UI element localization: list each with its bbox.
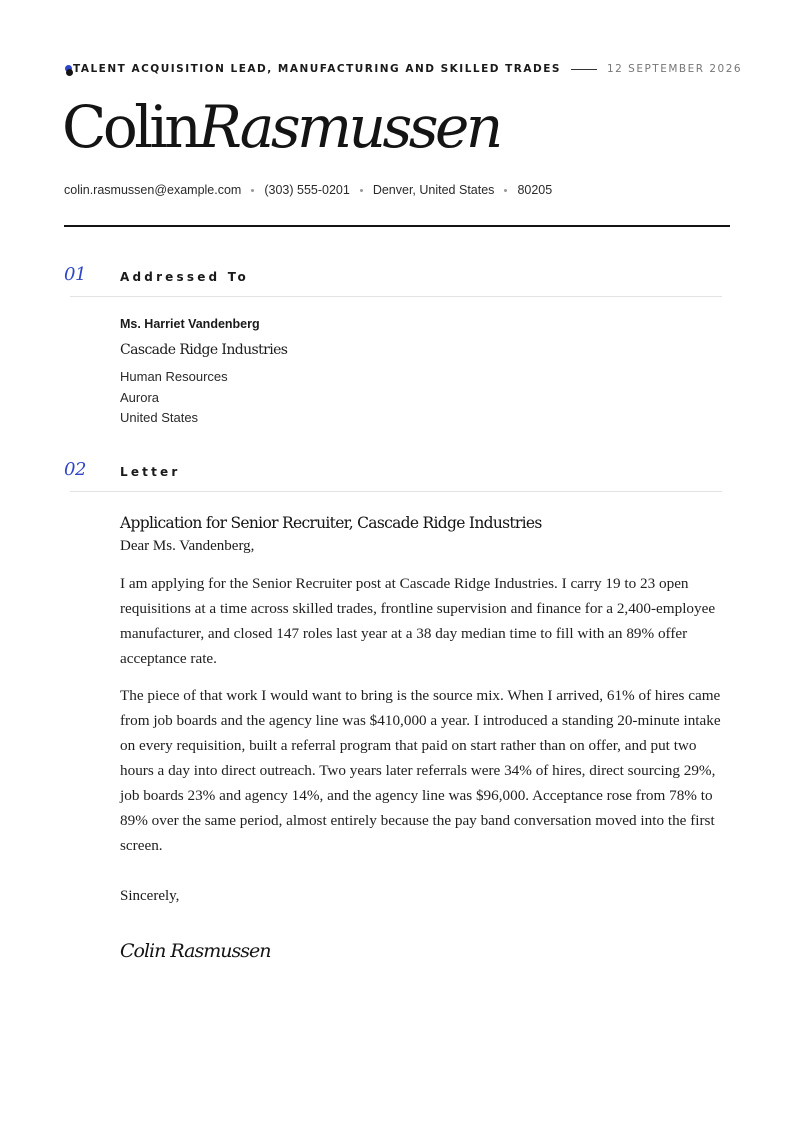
letter-paragraph: I am applying for the Senior Recruiter post at Cascade Ridge Industries. I carry 19 to 23 open requisitions at a time across skilled trades, frontline supervision and finance for a 2,400-employee manufacturer, and closed 147 roles last year at a 38 day median time to fill with an 89% offer acceptance rate.	[120, 575, 716, 667]
section-number-addressed: 01	[64, 264, 86, 285]
section-divider-letter	[70, 491, 722, 492]
letter-paragraph: The piece of that work I would want to bring is the source mix. When I arrived, 61% of hires came from job boards and the agency line was $410,000 a year. I introduced a standing 20-minute intake on every requisition, built a referral program that paid on start rather than on offer, and put two hours a day into direct outreach. Two years later referrals were 34% of hires, direct sourcing 29%, job boards 23% and agency 14%, and the agency line was $96,000. Acceptance rose from 78% to 89% over the same period, almost entirely because the pay band conversation moved into the first screen.	[120, 687, 721, 854]
header-topline	[64, 62, 743, 76]
letter-closing: Sincerely,	[120, 888, 180, 904]
recipient-company: Cascade Ridge Industries	[120, 342, 288, 358]
section-title-letter: Letter	[120, 465, 181, 479]
section-number-letter: 02	[64, 459, 86, 480]
first-name: Colin	[62, 93, 199, 161]
contact-line	[64, 183, 552, 197]
section-divider-addressed	[70, 296, 722, 297]
letter-salutation: Dear Ms. Vandenberg,	[120, 538, 255, 554]
letter-signature: Colin Rasmussen	[120, 940, 271, 962]
header-divider	[64, 225, 730, 227]
section-title-addressed: Addressed To	[120, 270, 249, 284]
recipient-address-line: Aurora	[120, 390, 160, 405]
letter-date: 12 SEPTEMBER 2026	[606, 63, 743, 75]
last-name: Rasmussen	[198, 93, 500, 161]
applicant-name	[62, 92, 500, 162]
contact-postal-code: 80205	[517, 183, 553, 197]
recipient-name: Ms. Harriet Vandenberg	[120, 317, 260, 331]
contact-separator	[360, 189, 363, 192]
job-title: TALENT ACQUISITION LEAD, MANUFACTURING AND SKILLED TRADES	[73, 63, 561, 75]
letter-subject: Application for Senior Recruiter, Cascade Ridge Industries	[120, 514, 542, 532]
recipient-address-line: Human Resources	[120, 369, 228, 384]
contact-phone[interactable]: (303) 555-0201	[264, 183, 350, 197]
contact-separator	[504, 189, 507, 192]
contact-location: Denver, United States	[372, 183, 495, 197]
contact-email[interactable]: colin.rasmussen@example.com	[64, 183, 242, 197]
recipient-address-line: United States	[120, 410, 199, 425]
title-date-divider	[571, 69, 597, 70]
contact-separator	[251, 189, 254, 192]
